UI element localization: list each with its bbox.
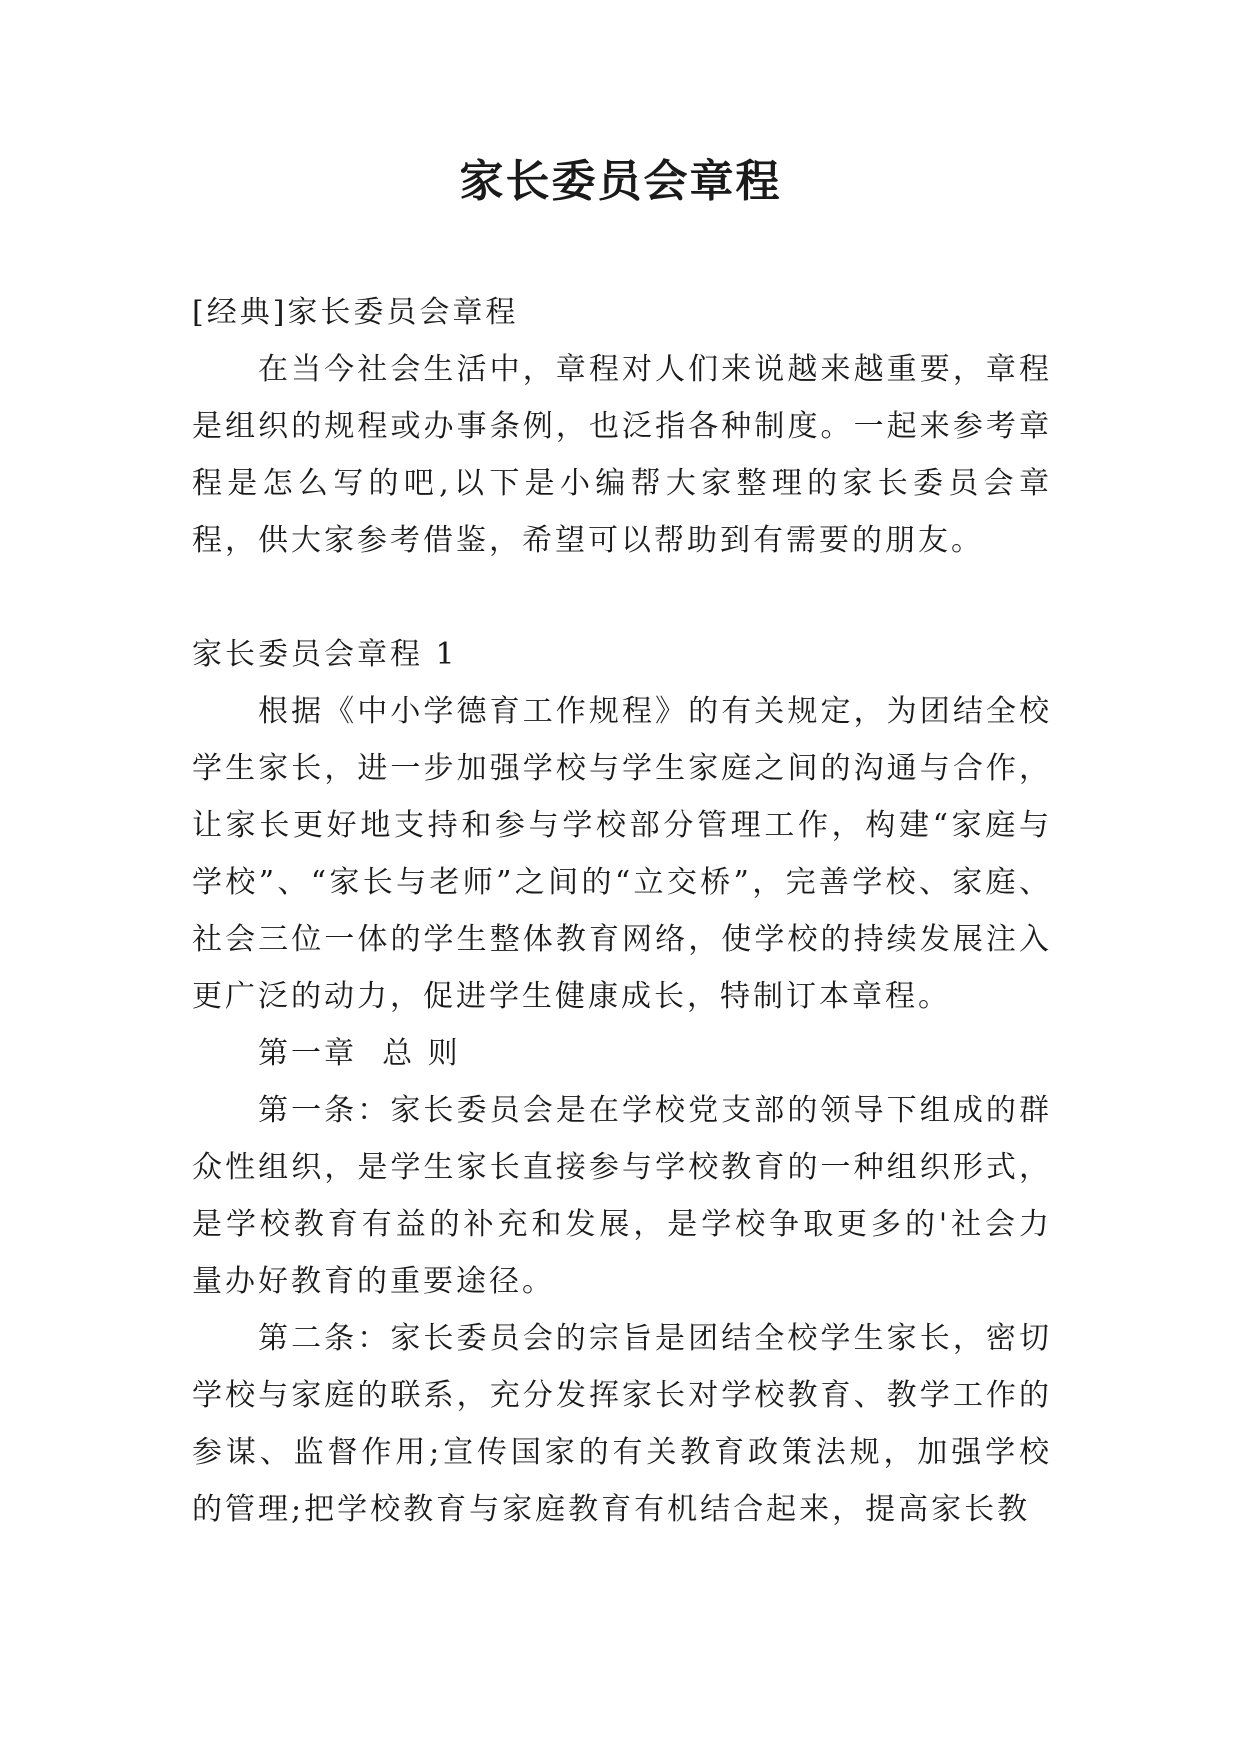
document-subtitle: [经典]家长委员会章程 (192, 295, 519, 330)
article-1-paragraph: 第一条：家长委员会是在学校党支部的领导下组成的群众性组织，是学生家长直接参与学校教育的一种组织形式，是学校教育有益的补充和发展，是学校争取更多的'社会力量办好教育的重要途径。 (192, 1093, 1052, 1299)
section-intro-paragraph: 根据《中小学德育工作规程》的有关规定，为团结全校学生家长，进一步加强学校与学生家庭之间的沟通与合作，让家长更好地支持和参与学校部分管理工作，构建“家庭与学校”、“家长与老师”之间的“立交桥”，完善学校、家庭、社会三位一体的学生整体教育网络，使学校的持续发展注入更广泛的动力，促进学生健康成长，特制订本章程。 (192, 694, 1052, 1014)
document-body (192, 284, 1052, 1538)
paragraph-gap (192, 569, 1052, 626)
intro-paragraph: 在当今社会生活中，章程对人们来说越来越重要，章程是组织的规程或办事条例，也泛指各种制度。一起来参考章程是怎么写的吧,以下是小编帮大家整理的家长委员会章程，供大家参考借鉴，希望可以帮助到有需要的朋友。 (192, 352, 1052, 558)
chapter-heading: 第一章 总 则 (258, 1036, 461, 1071)
section-heading: 家长委员会章程 1 (192, 637, 458, 672)
article-2-paragraph: 第二条：家长委员会的宗旨是团结全校学生家长，密切学校与家庭的联系，充分发挥家长对学校教育、教学工作的参谋、监督作用;宣传国家的有关教育政策法规，加强学校的管理;把学校教育与家庭教育有机结合起来，提高家长教 (192, 1321, 1052, 1527)
document-title: 家长委员会章程 (459, 156, 782, 207)
